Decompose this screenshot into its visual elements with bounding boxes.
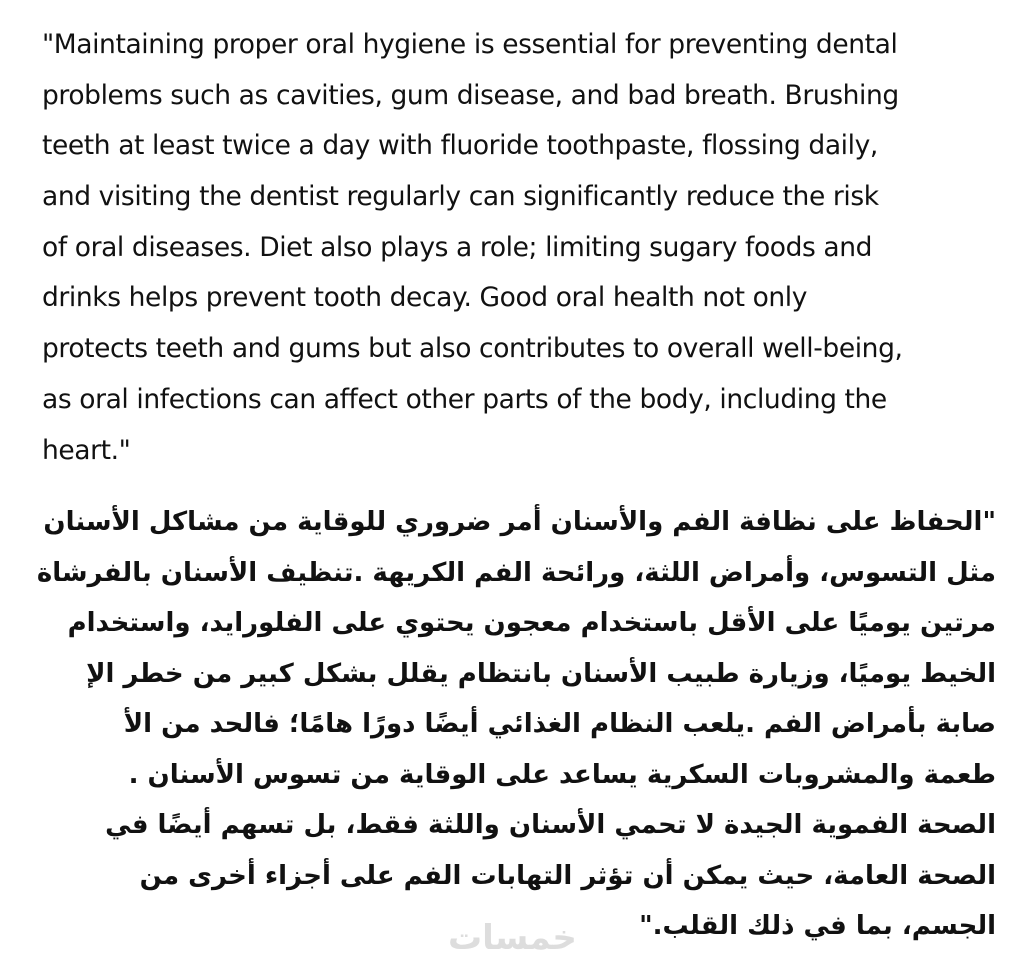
english-line: of oral diseases. Diet also plays a role; limiting sugary foods and [42, 231, 873, 263]
arabic-line: الصحة العامة، حيث يمكن أن تؤثر التهابات الفم على أجزاء أخرى من [139, 860, 996, 891]
arabic-line: صابة بأمراض الفم .يلعب النظام الغذائي أيضًا دورًا هامًا؛ فالحد من الأ [123, 709, 996, 739]
english-line: "Maintaining proper oral hygiene is essential for preventing dental [42, 29, 898, 60]
khamsat-watermark: خمسات [448, 918, 577, 958]
english-line: drinks helps prevent tooth decay. Good oral health not only [42, 282, 808, 314]
arabic-line: الخيط يوميًا، وزيارة طبيب الأسنان بانتظام يقلل بشكل كبير من خطر الإ [86, 658, 996, 689]
arabic-line: مثل التسوس، وأمراض اللثة، ورائحة الفم الكريهة .تنظيف الأسنان بالفرشاة [36, 557, 996, 588]
english-line: heart." [42, 434, 131, 466]
arabic-line: مرتين يوميًا على الأقل باستخدام معجون يحتوي على الفلورايد، واستخدام [67, 608, 996, 638]
english-paragraph [42, 20, 1022, 476]
arabic-line: "الحفاظ على نظافة الفم والأسنان أمر ضروري للوقاية من مشاكل الأسنان [43, 507, 996, 537]
arabic-paragraph [6, 497, 996, 952]
arabic-line: الجسم، بما في ذلك القلب." [639, 911, 996, 941]
arabic-line: الصحة الفموية الجيدة لا تحمي الأسنان واللثة فقط، بل تسهم أيضًا في [105, 810, 996, 840]
arabic-line: طعمة والمشروبات السكرية يساعد على الوقاية من تسوس الأسنان . [128, 759, 996, 790]
english-line: as oral infections can affect other parts of the body, including the [42, 383, 887, 415]
english-line: and visiting the dentist regularly can significantly reduce the risk [42, 181, 879, 213]
english-line: problems such as cavities, gum disease, and bad breath. Brushing [42, 79, 899, 111]
english-line: protects teeth and gums but also contributes to overall well-being, [42, 333, 903, 365]
english-line: teeth at least twice a day with fluoride toothpaste, flossing daily, [42, 130, 878, 162]
